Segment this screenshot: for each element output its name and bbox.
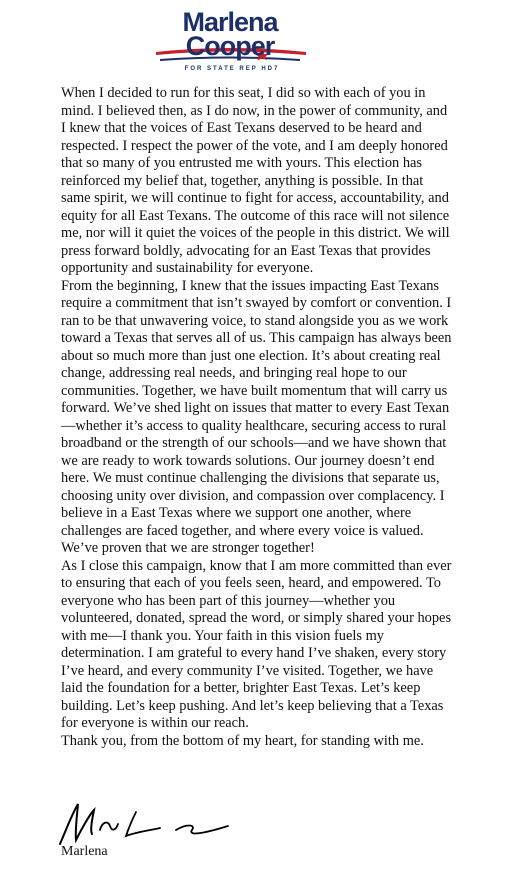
logo-name-last: Cooper bbox=[185, 31, 275, 61]
logo-name-first: Marlena bbox=[182, 7, 278, 37]
handwritten-signature bbox=[56, 800, 231, 848]
letter-paragraph: When I decided to run for this seat, I did so with each of you in mind. I believed then, as I do now, in the power of community, and I knew that the voices of East Texans deserved to be heard and respected. I respect the power of the vote, and I am deeply honored that so many of you entrusted me with yours. This election has reinforced my belief that, together, anything is possible. In that same spirit, we will continue to fight for access, accountability, and equity for all East Texans. The outcome of this race will not silence me, nor will it quiet the voices of the people in this district. We will press forward boldly, advocating for an East Texas that provides opportunity and sustainability for everyone. bbox=[61, 85, 450, 276]
logo-tagline: FOR STATE REP HD7 bbox=[184, 66, 280, 72]
signoff-name: Marlena bbox=[61, 844, 108, 859]
letter-paragraph: From the beginning, I knew that the issues impacting East Texans require a commitment that isn’t swayed by comfort or convention. I ran to be that unwavering voice, to stand alongside you as we work toward a Texas that serves all of us. This campaign has always been about so much more than just one election. It’s about creating real change, addressing real needs, and bringing real hope to our communities. Together, we have built momentum that will carry us forward. We’ve shed light on issues that matter to every East Texan—whether it’s access to quality healthcare, securing access to rural broadband or the strength of our schools—and we have shown that we are ready to work towards solutions. Our journey doesn’t end here. We must continue challenging the divisions that separate us, choosing unity over division, and compassion over complacency. I believe in a East Texas where we support one another, where challenges are faced together, and where every voice is valued. We’ve proven that we are stronger together! bbox=[61, 277, 452, 556]
letter-paragraph: Thank you, from the bottom of my heart, for standing with me. bbox=[61, 732, 424, 749]
letter-paragraph: As I close this campaign, know that I am more committed than ever to ensuring that each of you feels seen, heard, and empowered. To everyone who has been part of this journey—whether you volunteered, donated, spread the word, or simply shared your hopes with me—I thank you. Your faith in this vision fuels my determination. I am grateful to every hand I’ve shaken, every story I’ve heard, and every community I’ve visited. Together, we have laid the foundation for a better, brighter East Texas. Let’s keep building. Let’s keep pushing. And let’s keep believing that a Texas for everyone is within our reach. bbox=[61, 557, 452, 731]
letter-body bbox=[61, 85, 453, 750]
campaign-logo bbox=[150, 8, 310, 74]
